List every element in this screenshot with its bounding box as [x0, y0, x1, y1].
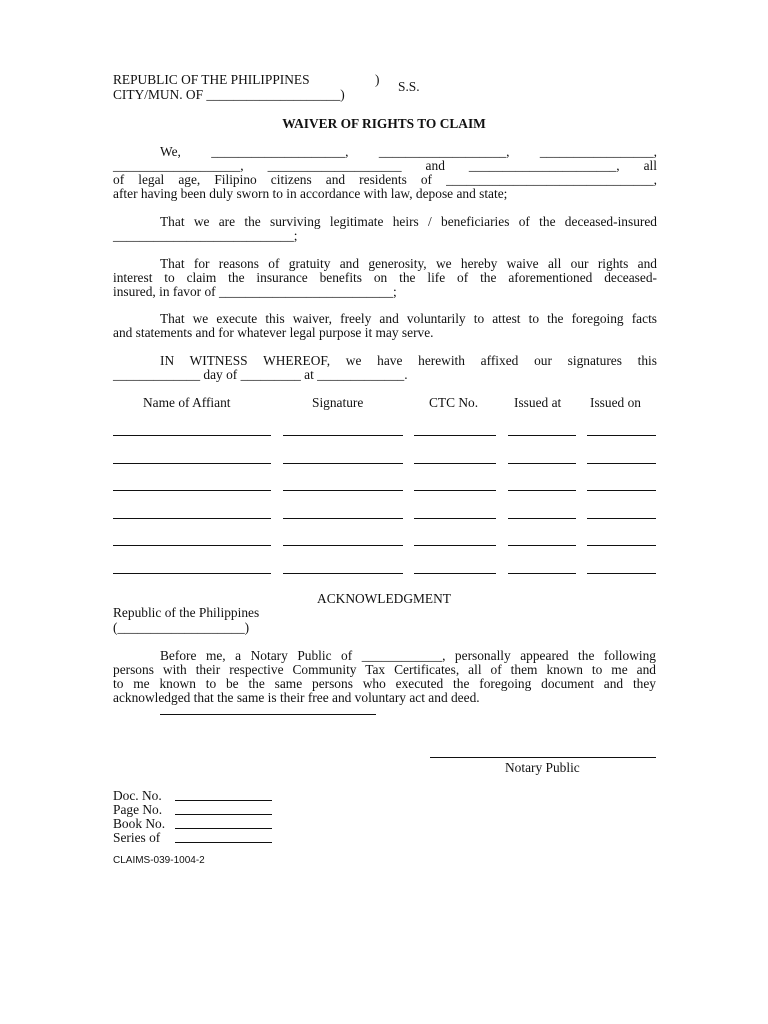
- page-no-field[interactable]: [175, 814, 272, 815]
- ack-place-blank[interactable]: (___________________): [113, 620, 250, 635]
- header-city: CITY/MUN. OF ____________________): [113, 87, 345, 102]
- acknowledgment-title: ACKNOWLEDGMENT: [317, 591, 451, 606]
- book-no-field[interactable]: [175, 828, 272, 829]
- ack-line4: acknowledged that the same is their free and voluntary act and deed.: [113, 690, 480, 705]
- affiant-name-field[interactable]: [113, 518, 271, 519]
- affiant-signature-field[interactable]: [283, 573, 403, 574]
- affiant-signature-field[interactable]: [283, 490, 403, 491]
- p5-line1: IN WITNESS WHEREOF, we have herewith affixed our signatures this: [160, 353, 657, 368]
- p5-line2: _____________ day of _________ at _____________.: [113, 367, 408, 382]
- table-header-issued-at: Issued at: [514, 395, 562, 410]
- p3-line1: That for reasons of gratuity and generosity, we hereby waive all our rights and: [160, 256, 657, 271]
- affiant-name-field[interactable]: [113, 435, 271, 436]
- page-no-label: Page No.: [113, 802, 163, 817]
- issued-on-field[interactable]: [587, 435, 656, 436]
- header-republic: REPUBLIC OF THE PHILIPPINES: [113, 72, 310, 87]
- affiant-name-field[interactable]: [113, 490, 271, 491]
- ack-line1: Before me, a Notary Public of ____________, personally appeared the following: [160, 648, 656, 663]
- ack-line2: persons with their respective Community Tax Certificates, all of them known to me and: [113, 662, 656, 677]
- affiant-signature-field[interactable]: [283, 518, 403, 519]
- issued-at-field[interactable]: [508, 490, 576, 491]
- issued-at-field[interactable]: [508, 518, 576, 519]
- p2-line2: ___________________________;: [113, 228, 298, 243]
- issued-at-field[interactable]: [508, 573, 576, 574]
- affiant-name-field[interactable]: [113, 545, 271, 546]
- ack-republic: Republic of the Philippines: [113, 605, 260, 620]
- form-code: CLAIMS-039-1004-2: [113, 855, 205, 866]
- affiant-name-field[interactable]: [113, 463, 271, 464]
- issued-at-field[interactable]: [508, 463, 576, 464]
- ctc-no-field[interactable]: [414, 518, 496, 519]
- ack-line3: to me known to be the same persons who executed the foregoing document and they: [113, 676, 656, 691]
- p1-line2: ___________________, ____________________ and ______________________, all: [113, 158, 657, 173]
- affiant-signature-field[interactable]: [283, 463, 403, 464]
- ctc-no-field[interactable]: [414, 435, 496, 436]
- table-header-ctc: CTC No.: [429, 395, 479, 410]
- p2-line1: That we are the surviving legitimate heirs / beneficiaries of the deceased-insured: [160, 214, 657, 229]
- p3-line3: insured, in favor of __________________________;: [113, 284, 397, 299]
- form-title: WAIVER OF RIGHTS TO CLAIM: [282, 116, 486, 131]
- table-header-signature: Signature: [312, 395, 364, 410]
- notary-signature-line[interactable]: [430, 757, 656, 758]
- affiant-name-field[interactable]: [113, 573, 271, 574]
- issued-at-field[interactable]: [508, 435, 576, 436]
- p1-line4: after having been duly sworn to in accordance with law, depose and state;: [113, 186, 508, 201]
- ctc-no-field[interactable]: [414, 463, 496, 464]
- affiant-signature-field[interactable]: [283, 545, 403, 546]
- p4-line2: and statements and for whatever legal purpose it may serve.: [113, 325, 434, 340]
- table-header-issued-on: Issued on: [590, 395, 641, 410]
- header-ss: S.S.: [398, 79, 420, 94]
- ctc-no-field[interactable]: [414, 573, 496, 574]
- issued-at-field[interactable]: [508, 545, 576, 546]
- ack-signature-line[interactable]: [160, 714, 376, 715]
- issued-on-field[interactable]: [587, 490, 656, 491]
- p4-line1: That we execute this waiver, freely and voluntarily to attest to the foregoing facts: [160, 311, 657, 326]
- p1-line1: We, ____________________, ___________________, _________________,: [160, 144, 657, 159]
- ctc-no-field[interactable]: [414, 490, 496, 491]
- header-paren: ): [375, 72, 380, 87]
- series-of-label: Series of: [113, 830, 161, 845]
- p1-line3: of legal age, Filipino citizens and residents of _______________________________,: [113, 172, 657, 187]
- issued-on-field[interactable]: [587, 545, 656, 546]
- issued-on-field[interactable]: [587, 518, 656, 519]
- ctc-no-field[interactable]: [414, 545, 496, 546]
- doc-no-field[interactable]: [175, 800, 272, 801]
- issued-on-field[interactable]: [587, 463, 656, 464]
- issued-on-field[interactable]: [587, 573, 656, 574]
- series-of-field[interactable]: [175, 842, 272, 843]
- notary-label: Notary Public: [505, 760, 580, 775]
- book-no-label: Book No.: [113, 816, 166, 831]
- doc-no-label: Doc. No.: [113, 788, 162, 803]
- affiant-signature-field[interactable]: [283, 435, 403, 436]
- table-header-name: Name of Affiant: [143, 395, 231, 410]
- p3-line2: interest to claim the insurance benefits on the life of the aforementioned deceased-: [113, 270, 657, 285]
